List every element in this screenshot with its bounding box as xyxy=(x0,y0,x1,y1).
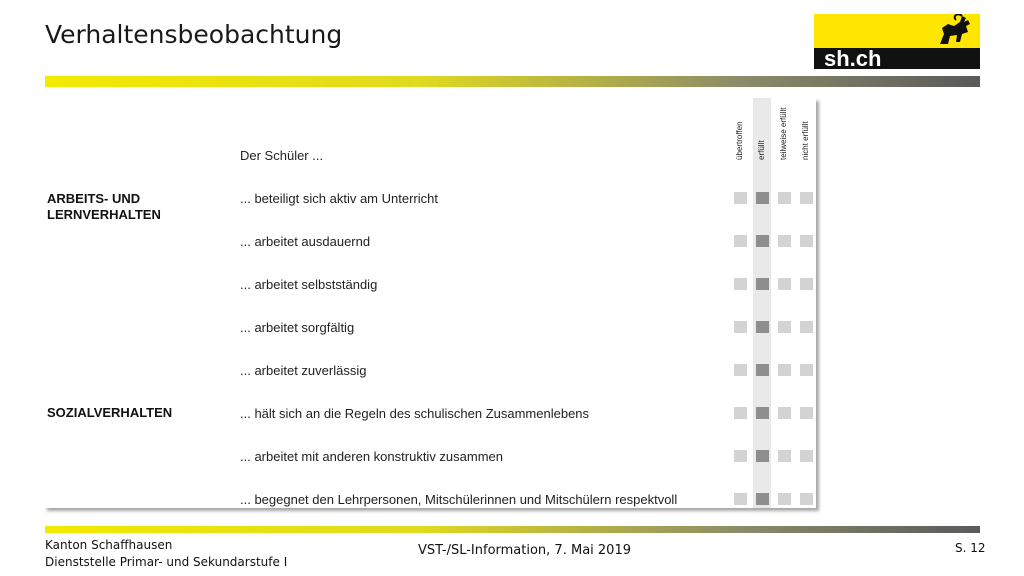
behavior-table xyxy=(44,98,816,508)
behavior-item: ... hält sich an die Regeln des schulischen Zusammenlebens xyxy=(240,406,590,421)
footer-rule xyxy=(45,526,980,533)
rating-checkbox[interactable] xyxy=(778,235,791,247)
rating-checkbox[interactable] xyxy=(778,450,791,462)
behavior-item: ... arbeitet zuverlässig xyxy=(240,363,367,378)
rating-checkbox[interactable] xyxy=(800,192,813,204)
behavior-item: ... arbeitet ausdauernd xyxy=(240,234,371,249)
footer-org-line1: Kanton Schaffhausen xyxy=(45,538,173,552)
rating-checkbox[interactable] xyxy=(800,407,813,419)
behavior-item: ... beteiligt sich aktiv am Unterricht xyxy=(240,191,438,206)
sh-ch-logo[interactable] xyxy=(814,14,980,69)
rating-checkbox[interactable] xyxy=(800,364,813,376)
rating-checkbox[interactable] xyxy=(756,192,769,204)
rating-checkbox[interactable] xyxy=(734,321,747,333)
rating-checkbox[interactable] xyxy=(734,192,747,204)
rating-checkbox[interactable] xyxy=(734,407,747,419)
rating-checkbox[interactable] xyxy=(756,235,769,247)
rating-checkbox[interactable] xyxy=(778,493,791,505)
rating-checkbox[interactable] xyxy=(756,407,769,419)
rating-checkbox[interactable] xyxy=(756,450,769,462)
behavior-item: ... arbeitet selbstständig xyxy=(240,277,378,292)
rating-checkbox[interactable] xyxy=(734,450,747,462)
rating-checkbox[interactable] xyxy=(800,321,813,333)
rating-checkbox[interactable] xyxy=(778,321,791,333)
ibex-icon xyxy=(932,14,976,48)
rating-checkbox[interactable] xyxy=(734,278,747,290)
rating-checkbox[interactable] xyxy=(800,450,813,462)
rating-checkbox[interactable] xyxy=(756,321,769,333)
logo-text: sh.ch xyxy=(824,46,882,71)
rating-checkbox[interactable] xyxy=(734,364,747,376)
footer-organisation xyxy=(45,537,287,571)
behavior-item: ... arbeitet mit anderen konstruktiv zusammen xyxy=(240,449,504,464)
rating-checkbox[interactable] xyxy=(756,364,769,376)
behavior-item: ... arbeitet sorgfältig xyxy=(240,320,355,335)
rating-checkbox[interactable] xyxy=(800,235,813,247)
rating-checkbox[interactable] xyxy=(800,278,813,290)
rating-checkbox[interactable] xyxy=(778,407,791,419)
table-intro: Der Schüler ... xyxy=(240,148,324,163)
column-header: erfüllt xyxy=(757,140,766,160)
rating-checkbox[interactable] xyxy=(756,493,769,505)
footer-org-line2: Dienststelle Primar- und Sekundarstufe I xyxy=(45,555,288,569)
column-header: übertroffen xyxy=(735,121,744,160)
column-header: teilweise erfüllt xyxy=(779,107,788,160)
rating-checkbox[interactable] xyxy=(778,364,791,376)
behavior-item: ... begegnet den Lehrpersonen, Mitschülerinnen und Mitschülern respektvoll xyxy=(240,492,678,507)
section-label: ARBEITS- UND LERNVERHALTEN xyxy=(47,191,161,222)
header-rule xyxy=(45,76,980,87)
section-label: SOZIALVERHALTEN xyxy=(47,405,173,420)
rating-checkbox[interactable] xyxy=(734,493,747,505)
rating-checkbox[interactable] xyxy=(734,235,747,247)
rating-checkbox[interactable] xyxy=(756,278,769,290)
rating-checkbox[interactable] xyxy=(778,278,791,290)
page-number: S. 12 xyxy=(955,541,986,555)
rating-checkbox[interactable] xyxy=(800,493,813,505)
footer-event: VST-/SL-Information, 7. Mai 2019 xyxy=(418,543,631,558)
column-header: nicht erfüllt xyxy=(801,121,810,160)
rating-checkbox[interactable] xyxy=(778,192,791,204)
page-title: Verhaltensbeobachtung xyxy=(45,20,343,49)
